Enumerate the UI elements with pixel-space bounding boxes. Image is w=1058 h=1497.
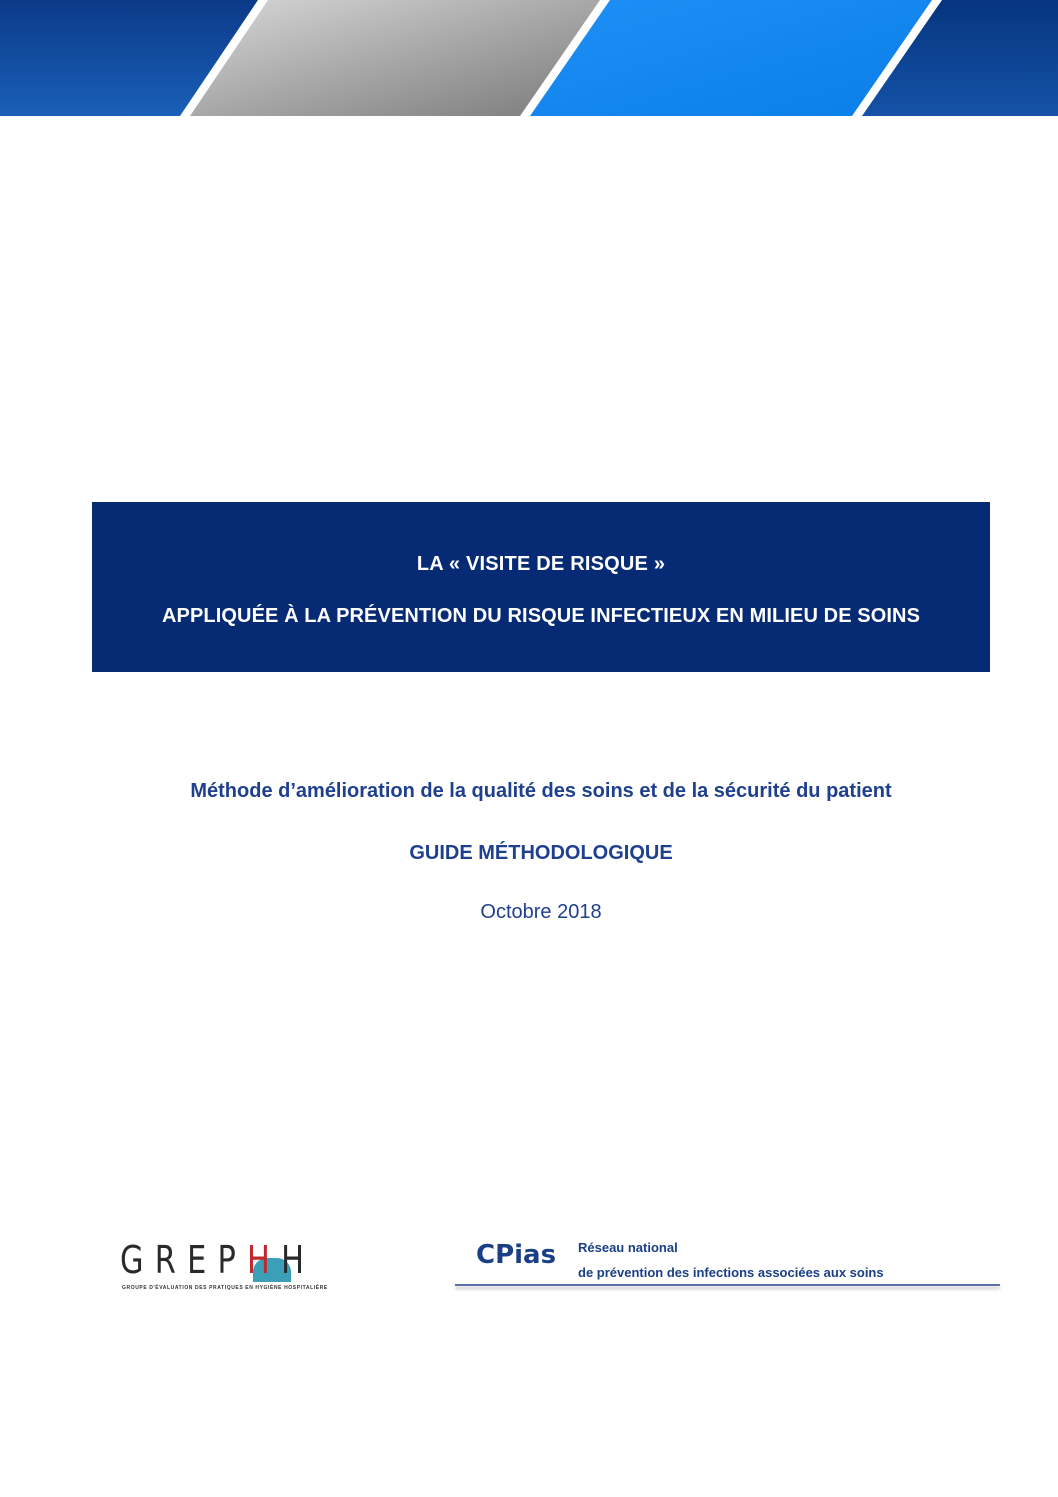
cpias-logo-line-2: de prévention des infections associées aux soins	[578, 1265, 884, 1280]
grephh-logo	[120, 1238, 330, 1296]
publication-date: Octobre 2018	[480, 901, 602, 923]
grephh-letter: H	[281, 1238, 316, 1282]
title-line-2: APPLIQUÉE À LA PRÉVENTION DU RISQUE INFECTIEUX EN MILIEU DE SOINS	[161, 605, 921, 627]
guide-label: GUIDE MÉTHODOLOGIQUE	[409, 842, 673, 864]
grephh-logo-letters	[120, 1238, 315, 1280]
grephh-letter: P	[217, 1238, 248, 1282]
cpias-logo-mark: CPias	[476, 1240, 557, 1270]
title-line-1: LA « VISITE DE RISQUE »	[416, 553, 666, 575]
grephh-letter: G	[120, 1238, 155, 1282]
banner-band-grey	[190, 0, 600, 116]
grephh-letter: R	[154, 1238, 188, 1282]
grephh-letter-red: H	[247, 1238, 282, 1282]
header-banner	[0, 0, 1058, 120]
cpias-logo-line-1: Réseau national	[578, 1240, 678, 1255]
grephh-letter: E	[187, 1238, 218, 1282]
cpias-logo-rule	[455, 1284, 1000, 1286]
title-box	[92, 502, 990, 672]
banner-band-bright	[530, 0, 932, 116]
subtitle: Méthode d’amélioration de la qualité des soins et de la sécurité du patient	[190, 780, 892, 802]
cpias-logo	[455, 1236, 1005, 1298]
grephh-tagline: GROUPE D'ÉVALUATION DES PRATIQUES EN HYGIÈNE HOSPITALIÈRE	[122, 1285, 328, 1291]
